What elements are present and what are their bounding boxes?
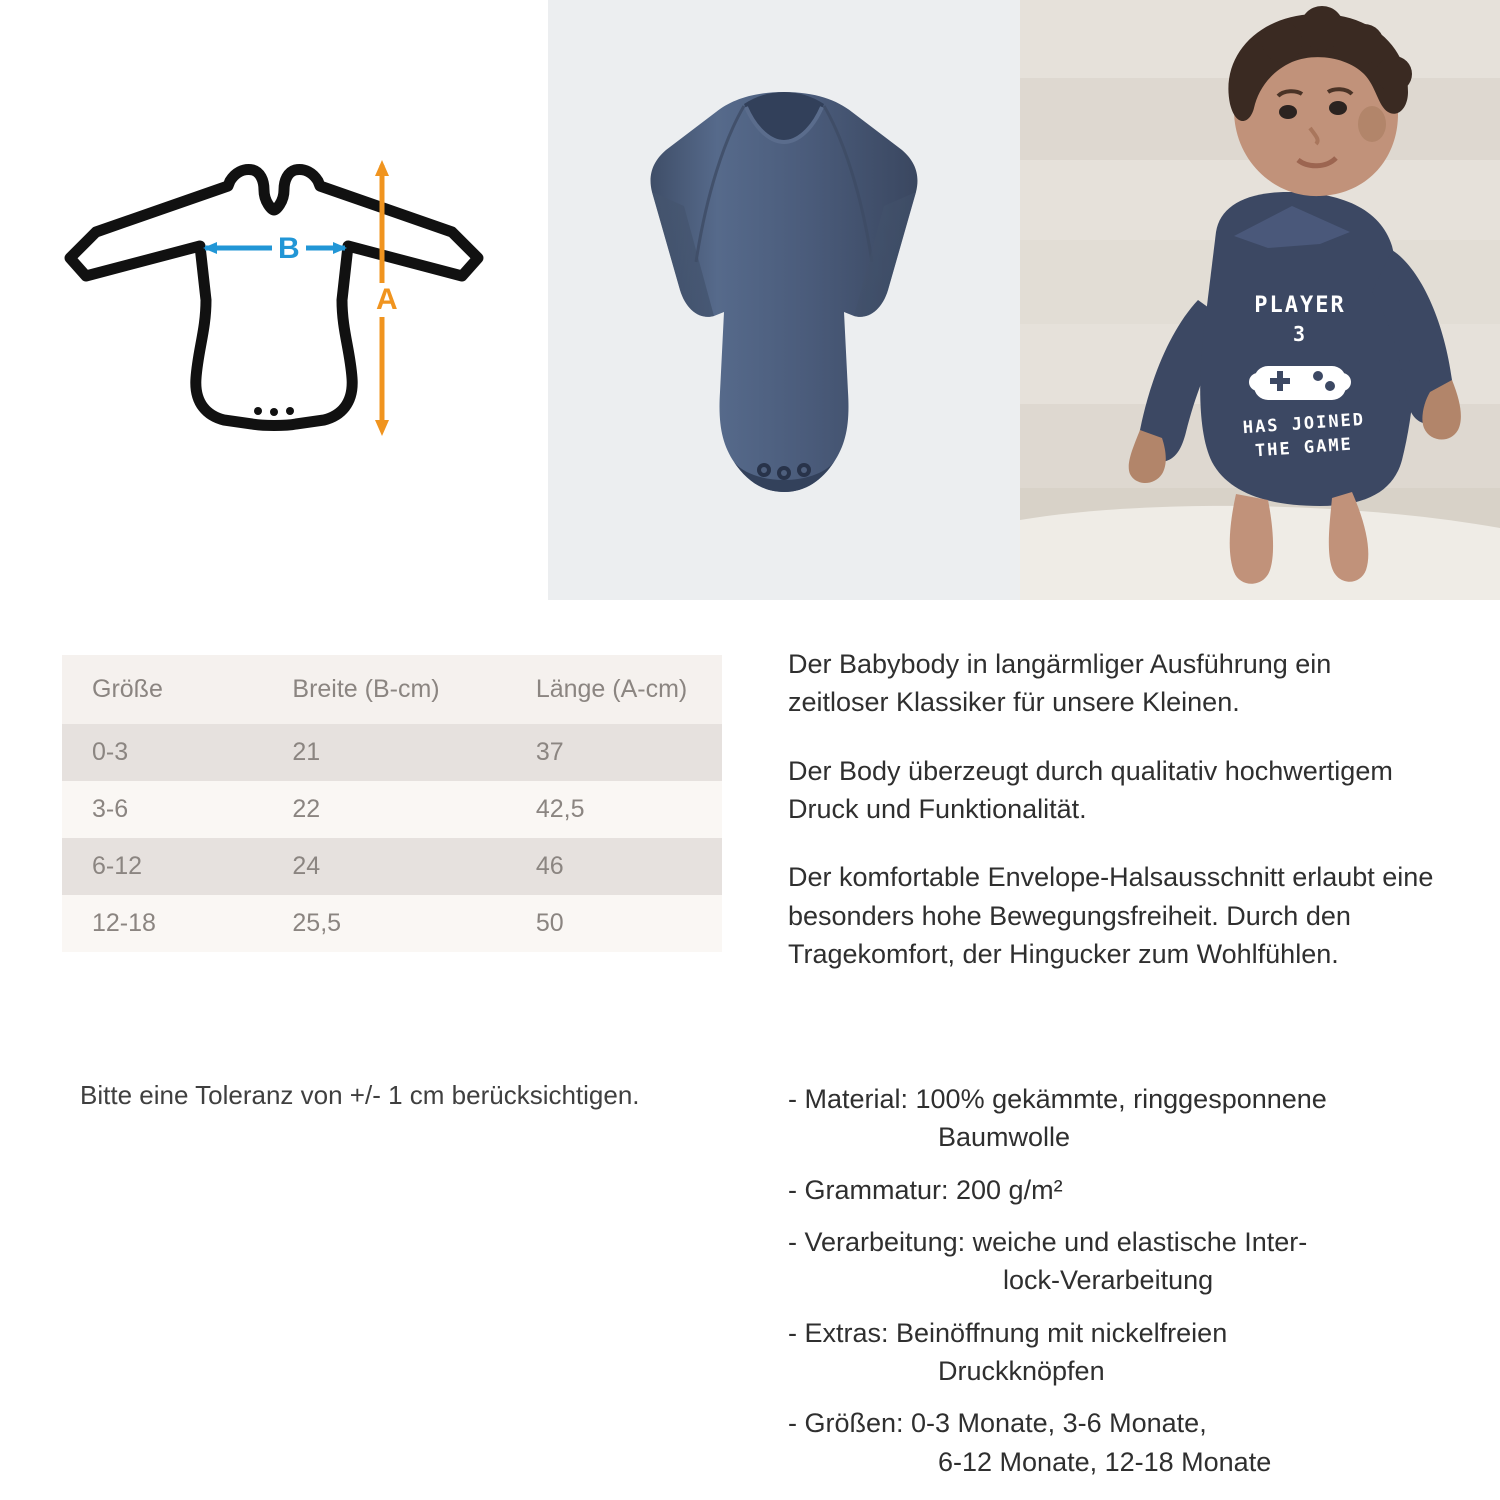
spec-list [788,1080,1448,1495]
spec-label-weight: - Grammatur: 200 g/m² [788,1174,1063,1205]
product-image-panel [548,0,1020,600]
size-diagram [0,0,548,600]
cell-length: 42,5 [506,781,722,838]
cell-size: 3-6 [62,781,262,838]
spec-cont-material: Baumwolle [938,1122,1071,1153]
cell-length: 37 [506,724,722,781]
table-row [62,781,722,838]
size-table [62,655,722,952]
spec-cont-sizes: 6-12 Monate, 12-18 Monate [938,1446,1272,1477]
spec-item-processing [788,1223,1448,1300]
print-line-1: PLAYER [1254,293,1346,318]
diagram-label-length: A [371,283,403,317]
spec-item-sizes [788,1404,1448,1481]
print-line-3: HAS JOINED [1242,409,1366,439]
size-diagram-panel [0,0,548,600]
bodysuit-product-icon [548,0,1020,600]
header-size: Größe [62,655,262,724]
description-paragraph-3: Der komfortable Envelope-Halsausschnitt erlaubt eine besonders hohe Bewegungsfreiheit. Durch den Tragekomfort, der Hingucker zum Wohlfühlen. [788,862,1434,969]
table-header-row [62,655,722,724]
image-row [0,0,1500,600]
spec-item-weight [788,1171,1448,1209]
print-line-2: 3 [1292,322,1308,346]
size-table-header [62,655,722,724]
product-description [788,645,1438,1003]
spec-item-material [788,1080,1448,1157]
header-length: Länge (A-cm) [506,655,722,724]
bodysuit-outline-icon [0,0,548,600]
product-bodysuit-image [548,0,1020,600]
print-line-4: THE GAME [1254,434,1354,462]
cell-size: 0-3 [62,724,262,781]
baby-photo [1020,0,1500,600]
spec-label-sizes: - Größen: 0-3 Monate, 3-6 Monate, [788,1408,1207,1439]
spec-item-extras [788,1314,1448,1391]
cell-width: 25,5 [262,895,505,952]
lifestyle-photo-panel [1020,0,1500,600]
description-paragraph-1: Der Babybody in langärmliger Ausführung ein zeitloser Klassiker für unsere Kleinen. [788,649,1332,718]
cell-length: 50 [506,895,722,952]
spec-cont-extras: Druckknöpfen [938,1355,1105,1386]
cell-size: 12-18 [62,895,262,952]
spec-label-material: - Material: 100% gekämmte, ringgesponnene [788,1084,1327,1114]
description-paragraph-2: Der Body überzeugt durch qualitativ hochwertigem Druck und Funktionalität. [788,755,1393,824]
header-width: Breite (B-cm) [262,655,505,724]
tolerance-note: Bitte eine Toleranz von +/- 1 cm berücksichtigen. [80,1080,640,1110]
cell-width: 21 [262,724,505,781]
cell-length: 46 [506,838,722,895]
gamepad-icon [1248,352,1352,408]
cell-width: 22 [262,781,505,838]
size-table-body [62,724,722,952]
spec-cont-processing: lock-Verarbeitung [1003,1265,1214,1296]
table-row [62,895,722,952]
cell-size: 6-12 [62,838,262,895]
spec-label-extras: - Extras: Beinöffnung mit nickelfreien [788,1317,1228,1348]
spec-label-processing: - Verarbeitung: weiche und elastische Inter- [788,1226,1308,1257]
diagram-label-width: B [272,232,306,266]
table-row [62,724,722,781]
table-row [62,838,722,895]
cell-width: 24 [262,838,505,895]
